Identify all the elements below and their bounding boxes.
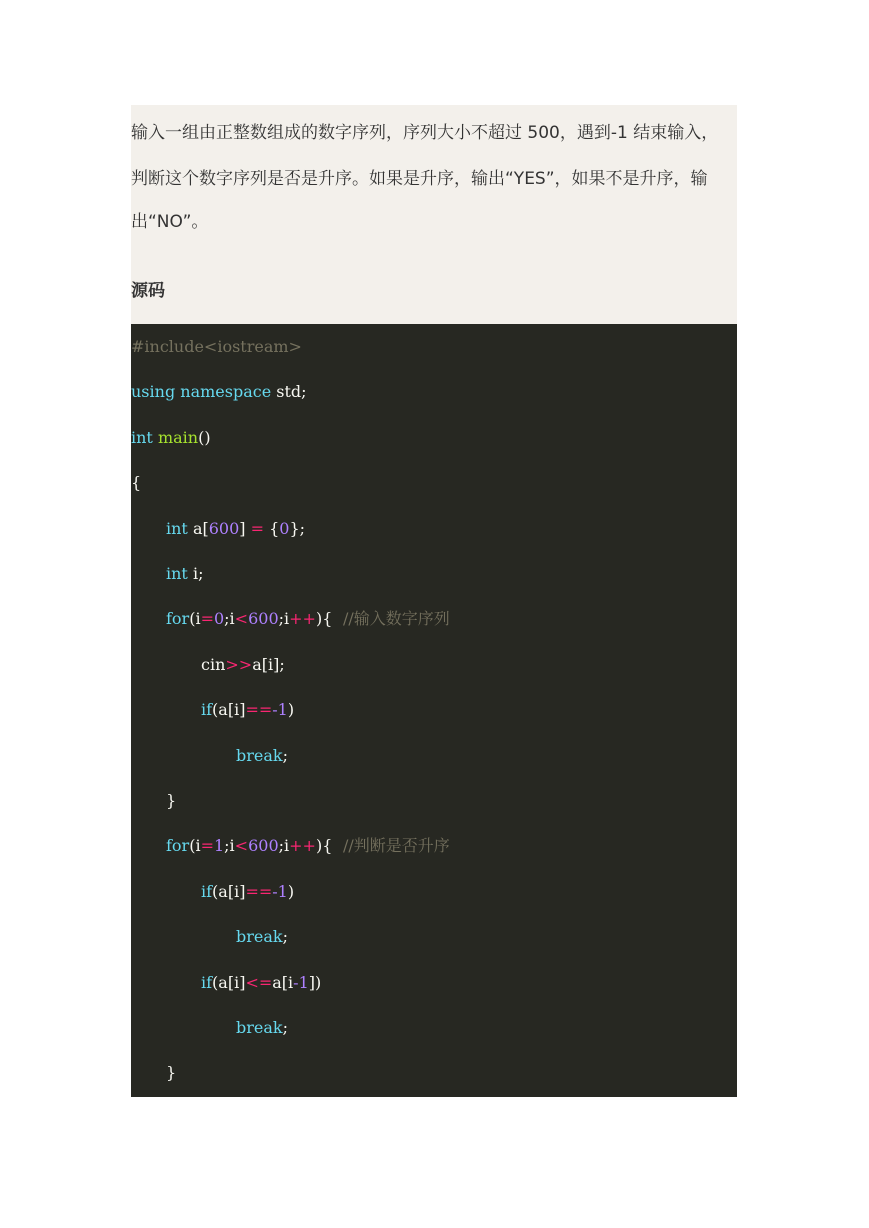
code-line	[131, 336, 302, 358]
code-token: 600	[248, 609, 279, 628]
code-token: i;	[187, 564, 204, 583]
code-token: <	[234, 609, 249, 628]
code-token: ;	[282, 1018, 288, 1037]
code-token: 0	[279, 519, 290, 538]
code-token: int	[166, 519, 188, 538]
code-token: )	[287, 882, 295, 901]
code-line	[236, 1017, 288, 1039]
code-line	[201, 972, 321, 994]
code-line	[201, 654, 285, 676]
code-token: ){	[315, 609, 333, 628]
description-line: 出“NO”。	[131, 212, 209, 232]
code-token: break	[236, 1018, 283, 1037]
code-token: int	[131, 428, 153, 447]
code-line	[201, 881, 294, 903]
description-line: 判断这个数字序列是否是升序。如果是升序，输出“YES”，如果不是升序，输	[131, 169, 708, 189]
code-line	[166, 608, 332, 630]
code-token: a[i	[272, 973, 294, 992]
code-token: if	[201, 973, 213, 992]
code-token: -1	[293, 973, 309, 992]
code-token: a[i];	[252, 655, 285, 674]
code-token: ;i	[224, 836, 235, 855]
code-token: ;i	[278, 609, 290, 628]
code-token: ;i	[224, 609, 235, 628]
code-token: (a[i]	[212, 700, 246, 719]
code-token: ])	[308, 973, 322, 992]
code-token: 600	[248, 836, 279, 855]
code-token: {	[264, 519, 280, 538]
code-token: }	[166, 1063, 177, 1082]
code-token: (a[i]	[212, 973, 246, 992]
code-block	[131, 324, 737, 1097]
code-line	[166, 835, 332, 857]
code-token: cin	[201, 655, 226, 674]
code-token: a[	[187, 519, 209, 538]
code-line	[131, 427, 211, 449]
code-token: using namespace	[131, 382, 272, 401]
code-token: {	[131, 473, 142, 492]
code-token: =	[250, 519, 265, 538]
code-token: >>	[225, 655, 253, 674]
code-token: if	[201, 700, 213, 719]
code-comment: //判断是否升序	[343, 836, 450, 855]
code-token: <	[234, 836, 249, 855]
code-line	[236, 745, 288, 767]
code-token: (i	[189, 609, 201, 628]
code-token: ==	[245, 700, 273, 719]
code-line	[166, 790, 176, 812]
code-token: -1	[272, 882, 288, 901]
code-line	[236, 926, 288, 948]
section-heading: 源码	[131, 281, 165, 301]
code-token: }	[166, 791, 177, 810]
code-line	[131, 381, 307, 403]
code-token: break	[236, 746, 283, 765]
code-token: =	[200, 609, 214, 628]
code-line	[131, 472, 141, 494]
code-token: 0	[213, 609, 225, 628]
code-line	[166, 1062, 176, 1084]
code-token: int	[166, 564, 188, 583]
code-token: #include<iostream>	[131, 337, 302, 356]
description-line: 输入一组由正整数组成的数字序列，序列大小不超过 500，遇到-1 结束输入，	[131, 123, 719, 143]
code-token: )	[287, 700, 295, 719]
code-token: ++	[289, 836, 316, 855]
code-line	[166, 563, 203, 585]
code-line	[166, 518, 305, 540]
code-token: ==	[245, 882, 273, 901]
code-comment: //输入数字序列	[343, 609, 450, 628]
code-token: -1	[272, 700, 288, 719]
code-token: ;	[282, 746, 288, 765]
code-token: ()	[198, 428, 211, 447]
code-token: };	[289, 519, 306, 538]
code-token: main	[157, 428, 199, 447]
code-token: if	[201, 882, 213, 901]
code-token: (i	[189, 836, 201, 855]
description-block	[131, 105, 737, 324]
code-token: <=	[245, 973, 273, 992]
code-token: std;	[271, 382, 307, 401]
code-token: ++	[289, 609, 316, 628]
code-token: ;i	[278, 836, 290, 855]
code-token: ]	[239, 519, 251, 538]
code-token: for	[166, 836, 190, 855]
code-token: break	[236, 927, 283, 946]
code-token: ){	[315, 836, 333, 855]
code-token: 1	[213, 836, 225, 855]
code-line	[201, 699, 294, 721]
code-token: 600	[208, 519, 240, 538]
code-token: =	[200, 836, 214, 855]
code-token: for	[166, 609, 190, 628]
code-token: (a[i]	[212, 882, 246, 901]
code-token: ;	[282, 927, 288, 946]
